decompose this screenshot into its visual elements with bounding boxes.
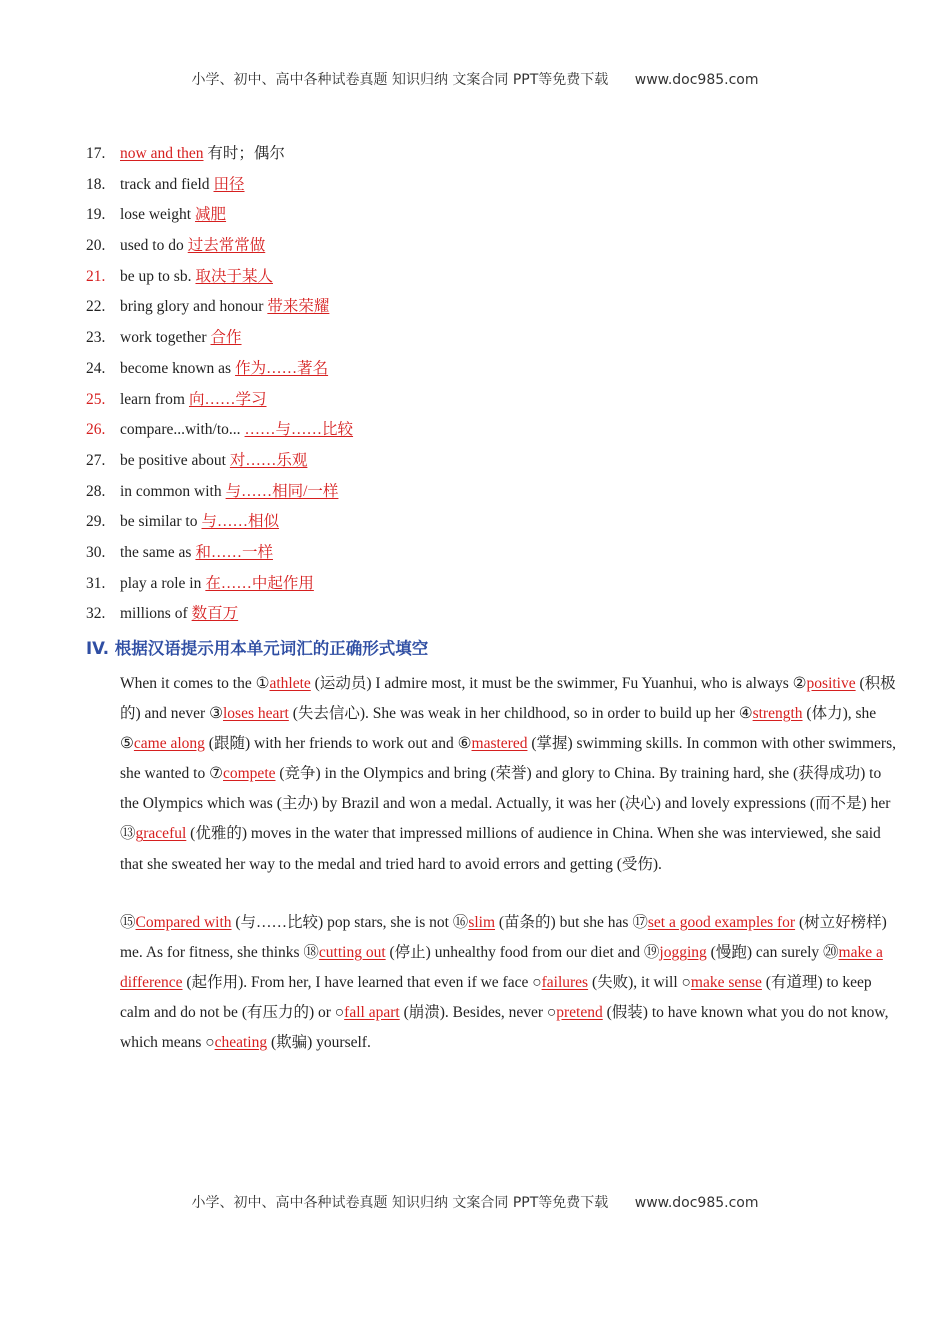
passage-text: (运动员) I admire most, it must be the swimmer, Fu Yuanhui, who is always ② <box>310 675 807 692</box>
vocab-term: bring glory and honour <box>120 298 264 316</box>
vocab-item <box>86 480 866 511</box>
passage-text: (有道理) to keep calm and do not be (有压力的) or ○ <box>120 974 872 1022</box>
vocab-number: 20. <box>86 237 106 255</box>
passage-text: When it comes to the ① <box>120 675 270 692</box>
vocab-number: 17. <box>86 145 106 162</box>
vocab-term: play a role in <box>120 574 202 592</box>
vocab-term: work together <box>120 329 207 347</box>
vocab-number: 29. <box>86 513 106 531</box>
passage-text: (跟随) with her friends to work out and ⑥ <box>204 735 472 753</box>
answer-blank: Compared with <box>135 914 232 931</box>
vocab-item <box>86 510 866 541</box>
vocab-item <box>86 449 866 480</box>
vocab-number: 22. <box>86 298 106 316</box>
vocab-answer: 数百万 <box>191 605 239 623</box>
vocab-number: 27. <box>86 451 106 469</box>
passage-paragraph-2 <box>86 908 900 1058</box>
vocab-number: 21. <box>86 267 106 285</box>
passage-paragraph-1 <box>86 669 900 880</box>
vocab-term: learn from <box>120 390 185 408</box>
vocab-item <box>86 388 866 419</box>
vocab-term: in common with <box>120 482 222 500</box>
vocab-item <box>86 418 866 449</box>
vocab-item <box>86 295 866 326</box>
vocab-number: 18. <box>86 175 106 193</box>
answer-blank: fall apart <box>344 1004 400 1022</box>
vocab-item <box>86 203 866 234</box>
passage-text: (假装) to have known what you do not know, which means ○ <box>120 1004 889 1052</box>
footer-site-link[interactable]: www.doc985.com <box>634 1195 759 1211</box>
vocab-answer: 作为……著名 <box>235 359 329 377</box>
passage-text: (与……比较) pop stars, she is not ⑯ <box>231 914 469 931</box>
vocab-term: lose weight <box>120 206 192 224</box>
vocab-term: be similar to <box>120 513 198 531</box>
answer-blank: compete <box>223 765 276 783</box>
vocab-answer: 田径 <box>213 175 245 193</box>
vocab-answer: 取决于某人 <box>195 267 273 285</box>
vocab-answer: 对……乐观 <box>229 451 308 469</box>
answer-blank: jogging <box>659 944 707 962</box>
answer-blank: make sense <box>690 974 762 992</box>
answer-blank: set a good examples for <box>647 914 796 931</box>
page-footer <box>0 1192 950 1212</box>
header-text: 小学、初中、高中各种试卷真题 知识归纳 文案合同 PPT等免费下载 <box>191 72 609 88</box>
vocab-number: 32. <box>86 605 106 623</box>
vocab-number: 25. <box>86 390 106 408</box>
header-site-link[interactable]: www.doc985.com <box>634 72 759 88</box>
vocab-item <box>86 173 866 204</box>
passage-text: (欺骗) yourself. <box>267 1034 371 1052</box>
vocab-number: 24. <box>86 359 106 377</box>
answer-blank: positive <box>806 675 856 692</box>
answer-blank: failures <box>541 974 589 992</box>
vocab-answer: 在……中起作用 <box>205 574 314 592</box>
vocab-item <box>86 541 866 572</box>
vocab-answer: 和……一样 <box>195 543 273 561</box>
section-title: IV. 根据汉语提示用本单元词汇的正确形式填空 <box>86 639 429 658</box>
answer-blank: cheating <box>214 1034 268 1052</box>
passage-text: (崩溃). Besides, never ○ <box>399 1004 557 1022</box>
vocab-term: be positive about <box>120 451 226 469</box>
answer-blank: mastered <box>471 735 528 753</box>
vocab-answer: 带来荣耀 <box>267 298 330 316</box>
vocab-answer: 与……相同/一样 <box>225 482 339 500</box>
vocab-number: 31. <box>86 574 106 592</box>
vocab-item <box>86 572 866 603</box>
vocab-answer: 减肥 <box>195 206 227 224</box>
answer-blank: came along <box>133 735 205 753</box>
passage-text: (积极的) and never ③ <box>120 675 896 723</box>
vocab-term: become known as <box>120 359 232 377</box>
passage-text: (失败), it will ○ <box>588 974 691 992</box>
passage-text: (慢跑) can surely ⑳ <box>706 944 839 962</box>
passage-text: (体力), she ⑤ <box>120 705 877 753</box>
vocab-item <box>86 326 866 357</box>
vocab-number: 23. <box>86 329 106 347</box>
vocab-answer: 合作 <box>210 329 242 347</box>
footer-text: 小学、初中、高中各种试卷真题 知识归纳 文案合同 PPT等免费下载 <box>191 1195 609 1211</box>
passage-text: (掌握) swimming skills. In common with other swimmers, she wanted to ⑦ <box>120 735 897 783</box>
passage-text: (竞争) in the Olympics and bring (荣誉) and glory to China. By training hard, she (获得成功) to the Olympics which was (主办) by Brazil and won a medal. Actually, it was her (决心) and lovely expressions (而不是) her ⑬ <box>120 765 891 843</box>
vocab-term: track and field <box>120 175 210 193</box>
vocab-answer: 与……相似 <box>201 513 280 531</box>
answer-blank: graceful <box>135 825 187 843</box>
vocab-term: used to do <box>120 237 184 255</box>
vocab-term: the same as <box>120 543 192 561</box>
answer-blank: pretend <box>556 1004 603 1022</box>
vocab-number: 26. <box>86 421 106 439</box>
answer-blank: strength <box>752 705 803 723</box>
passage-text: (停止) unhealthy food from our diet and ⑲ <box>385 944 660 962</box>
vocab-number: 28. <box>86 482 106 500</box>
vocab-term: millions of <box>120 605 188 623</box>
vocab-term: compare...with/to... <box>120 421 241 439</box>
vocab-list <box>86 142 866 633</box>
vocab-number: 30. <box>86 543 106 561</box>
answer-blank: slim <box>468 914 496 931</box>
passage-text: (苗条的) but she has ⑰ <box>495 914 648 931</box>
vocab-item <box>86 602 866 633</box>
vocab-answer: now and then <box>120 145 204 162</box>
answer-blank: loses heart <box>222 705 289 723</box>
vocab-number: 19. <box>86 206 106 224</box>
passage-text: ⑮ <box>120 914 136 931</box>
answer-blank: athlete <box>269 675 311 692</box>
vocab-item <box>86 265 866 296</box>
vocab-term: be up to sb. <box>120 267 192 285</box>
passage-text: (失去信心). She was weak in her childhood, so in order to build up her ④ <box>288 705 753 723</box>
vocab-meaning: 有时；偶尔 <box>203 145 285 162</box>
passage-text: (起作用). From her, I have learned that even if we face ○ <box>182 974 542 992</box>
vocab-item <box>86 234 866 265</box>
passage-text: (优雅的) moves in the water that impressed millions of audience in China. When she was interviewed, she said that she sweated her way to the medal and tried hard to avoid errors and getting (受伤). <box>120 825 881 873</box>
vocab-answer: ……与……比较 <box>244 421 354 439</box>
vocab-answer: 过去常常做 <box>187 237 266 255</box>
vocab-item <box>86 142 866 173</box>
answer-blank: cutting out <box>318 944 386 962</box>
passage-text: (树立好榜样) me. As for fitness, she thinks ⑱ <box>120 914 887 962</box>
answer-blank: make a difference <box>120 944 883 992</box>
vocab-answer: 向……学习 <box>188 390 267 408</box>
page-header <box>0 69 950 89</box>
vocab-item <box>86 357 866 388</box>
